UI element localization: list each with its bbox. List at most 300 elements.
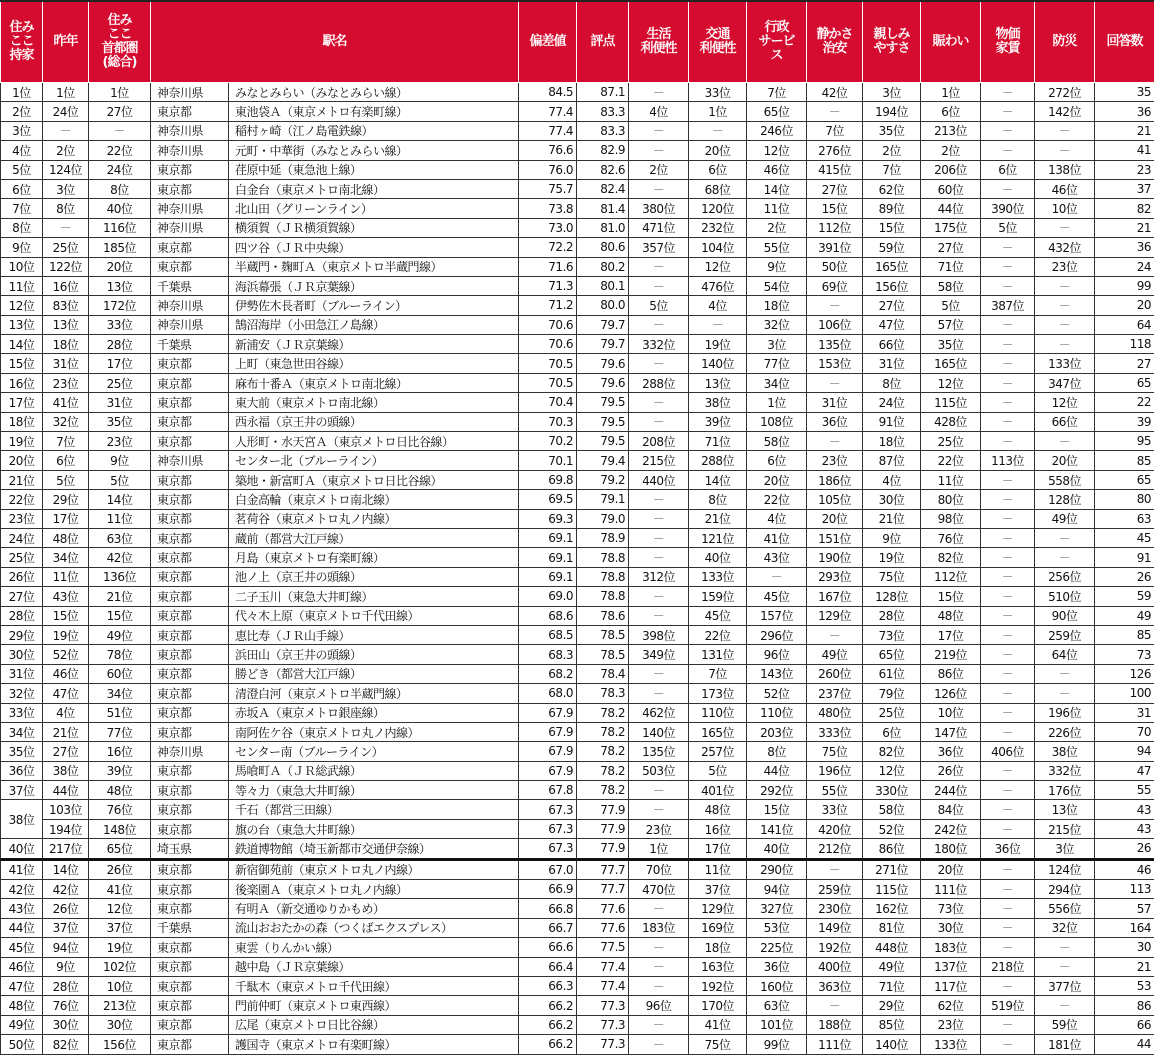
cell-prefecture: 東京都 [151, 238, 229, 257]
cell-disaster: 12位 [1035, 393, 1095, 412]
cell-responses: 113 [1095, 880, 1154, 899]
cell-prefecture: 千葉県 [151, 335, 229, 354]
cell-prefecture: 東京都 [151, 470, 229, 489]
cell-living: 288位 [629, 373, 689, 392]
cell-responses: 85 [1095, 625, 1154, 644]
cell-disaster: 294位 [1035, 880, 1095, 899]
cell-prices: － [981, 83, 1035, 102]
cell-transport: 48位 [689, 800, 747, 819]
cell-last-year: 14位 [43, 859, 89, 879]
cell-prices: － [981, 625, 1035, 644]
cell-last-year: 17位 [43, 509, 89, 528]
cell-transport: 476位 [689, 276, 747, 295]
cell-prices: － [981, 335, 1035, 354]
table-row [1, 587, 1154, 606]
cell-transport: 121位 [689, 528, 747, 547]
cell-rank-overall: 19位 [89, 938, 151, 957]
cell-lively: 73位 [921, 899, 981, 918]
cell-friendly: 75位 [863, 567, 921, 586]
cell-friendly: 27位 [863, 296, 921, 315]
cell-admin: 99位 [747, 1035, 807, 1054]
cell-transport: 5位 [689, 761, 747, 780]
cell-responses: 65 [1095, 470, 1154, 489]
cell-score: 78.4 [577, 664, 629, 683]
cell-friendly: 30位 [863, 490, 921, 509]
cell-living: － [629, 528, 689, 547]
cell-admin: 8位 [747, 742, 807, 761]
table-row [1, 1015, 1154, 1034]
cell-responses: 37 [1095, 179, 1154, 198]
cell-quiet: － [807, 373, 863, 392]
cell-rank-overall: 40位 [89, 199, 151, 218]
cell-station: 東大前（東京メトロ南北線） [229, 393, 519, 412]
header-deviation: 偏差値 [519, 1, 577, 83]
cell-lively: 126位 [921, 684, 981, 703]
cell-station: 赤坂Ａ（東京メトロ銀座線） [229, 703, 519, 722]
cell-rank-overall: 136位 [89, 567, 151, 586]
table-row [1, 742, 1154, 761]
cell-rank-overall: 116位 [89, 218, 151, 237]
cell-disaster: 46位 [1035, 179, 1095, 198]
cell-friendly: 18位 [863, 432, 921, 451]
cell-prices: － [981, 354, 1035, 373]
cell-transport: 41位 [689, 1015, 747, 1034]
cell-quiet: 276位 [807, 141, 863, 160]
cell-lively: 35位 [921, 335, 981, 354]
cell-station: 伊勢佐木長者町（ブルーライン） [229, 296, 519, 315]
cell-lively: 219位 [921, 645, 981, 664]
cell-rank-owner: 23位 [1, 509, 43, 528]
cell-quiet: 36位 [807, 412, 863, 431]
cell-transport: 133位 [689, 567, 747, 586]
cell-quiet: 33位 [807, 800, 863, 819]
cell-station: 等々力（東急大井町線） [229, 781, 519, 800]
cell-quiet: 7位 [807, 121, 863, 140]
table-row [1, 528, 1154, 547]
cell-lively: 242位 [921, 819, 981, 838]
cell-last-year: 1位 [43, 83, 89, 102]
cell-friendly: 61位 [863, 664, 921, 683]
cell-score: 77.7 [577, 880, 629, 899]
cell-transport: 159位 [689, 587, 747, 606]
cell-disaster: 32位 [1035, 918, 1095, 937]
cell-score: 78.2 [577, 761, 629, 780]
cell-living: 332位 [629, 335, 689, 354]
cell-deviation: 71.6 [519, 257, 577, 276]
cell-prefecture: 神奈川県 [151, 742, 229, 761]
cell-prefecture: 東京都 [151, 800, 229, 819]
cell-responses: 47 [1095, 761, 1154, 780]
cell-last-year: 23位 [43, 373, 89, 392]
cell-prices: － [981, 859, 1035, 879]
cell-disaster: － [1035, 296, 1095, 315]
header-lively: 賑わい [921, 1, 981, 83]
cell-disaster: 215位 [1035, 819, 1095, 838]
cell-prefecture: 東京都 [151, 957, 229, 976]
table-row [1, 645, 1154, 664]
cell-deviation: 71.2 [519, 296, 577, 315]
header-quiet: 静かさ 治安 [807, 1, 863, 83]
cell-lively: 98位 [921, 509, 981, 528]
cell-score: 79.2 [577, 470, 629, 489]
cell-quiet: 237位 [807, 684, 863, 703]
cell-living: － [629, 509, 689, 528]
cell-last-year: 82位 [43, 1035, 89, 1054]
cell-responses: 21 [1095, 957, 1154, 976]
cell-friendly: 65位 [863, 645, 921, 664]
cell-admin: 203位 [747, 722, 807, 741]
cell-station: 海浜幕張（ＪＲ京葉線） [229, 276, 519, 295]
cell-friendly: 59位 [863, 238, 921, 257]
cell-admin: 160位 [747, 976, 807, 995]
cell-prefecture: 神奈川県 [151, 121, 229, 140]
cell-prefecture: 東京都 [151, 257, 229, 276]
cell-quiet: 190位 [807, 548, 863, 567]
cell-prices: － [981, 587, 1035, 606]
cell-rank-overall: 24位 [89, 160, 151, 179]
cell-responses: 20 [1095, 296, 1154, 315]
cell-living: 215位 [629, 451, 689, 470]
cell-prefecture: 東京都 [151, 373, 229, 392]
cell-last-year: 8位 [43, 199, 89, 218]
cell-prices: 6位 [981, 160, 1035, 179]
cell-prices: － [981, 606, 1035, 625]
cell-score: 78.2 [577, 703, 629, 722]
cell-rank-owner: 10位 [1, 257, 43, 276]
cell-deviation: 73.8 [519, 199, 577, 218]
cell-prefecture: 神奈川県 [151, 199, 229, 218]
cell-station: 馬喰町Ａ（ＪＲ総武線） [229, 761, 519, 780]
cell-last-year: 27位 [43, 742, 89, 761]
cell-disaster: － [1035, 664, 1095, 683]
cell-deviation: 69.5 [519, 490, 577, 509]
cell-disaster: 377位 [1035, 976, 1095, 995]
cell-disaster: 10位 [1035, 199, 1095, 218]
cell-living: 462位 [629, 703, 689, 722]
cell-deviation: 67.3 [519, 819, 577, 838]
cell-transport: 163位 [689, 957, 747, 976]
cell-prefecture: 神奈川県 [151, 296, 229, 315]
cell-admin: 14位 [747, 179, 807, 198]
cell-rank-owner: 31位 [1, 664, 43, 683]
cell-quiet: 363位 [807, 976, 863, 995]
cell-score: 80.0 [577, 296, 629, 315]
cell-deviation: 70.4 [519, 393, 577, 412]
cell-living: － [629, 276, 689, 295]
cell-transport: 33位 [689, 83, 747, 102]
cell-prices: 5位 [981, 218, 1035, 237]
cell-lively: 10位 [921, 703, 981, 722]
cell-admin: 4位 [747, 509, 807, 528]
cell-admin: 290位 [747, 859, 807, 879]
cell-rank-owner: 16位 [1, 373, 43, 392]
cell-disaster: 558位 [1035, 470, 1095, 489]
cell-transport: 170位 [689, 996, 747, 1015]
header-prices: 物価 家賃 [981, 1, 1035, 83]
cell-admin: 52位 [747, 684, 807, 703]
cell-living: － [629, 548, 689, 567]
cell-friendly: 89位 [863, 199, 921, 218]
cell-rank-overall: 213位 [89, 996, 151, 1015]
cell-prices: － [981, 976, 1035, 995]
table-row [1, 102, 1154, 121]
cell-rank-owner: 38位 [1, 800, 43, 839]
cell-quiet: 50位 [807, 257, 863, 276]
cell-admin: 44位 [747, 761, 807, 780]
cell-prices: － [981, 470, 1035, 489]
cell-lively: 80位 [921, 490, 981, 509]
cell-friendly: 85位 [863, 1015, 921, 1034]
cell-friendly: 3位 [863, 83, 921, 102]
cell-score: 77.9 [577, 819, 629, 838]
cell-disaster: － [1035, 276, 1095, 295]
cell-admin: 6位 [747, 451, 807, 470]
cell-rank-overall: 63位 [89, 528, 151, 547]
cell-prefecture: 東京都 [151, 432, 229, 451]
cell-transport: 8位 [689, 490, 747, 509]
cell-quiet: － [807, 432, 863, 451]
cell-transport: 12位 [689, 257, 747, 276]
cell-disaster: － [1035, 121, 1095, 140]
cell-rank-owner: 20位 [1, 451, 43, 470]
cell-prices: － [981, 645, 1035, 664]
cell-last-year: 3位 [43, 179, 89, 198]
cell-prices: 406位 [981, 742, 1035, 761]
cell-rank-overall: 77位 [89, 722, 151, 741]
cell-lively: 17位 [921, 625, 981, 644]
cell-living: － [629, 957, 689, 976]
cell-last-year: 29位 [43, 490, 89, 509]
cell-quiet: 105位 [807, 490, 863, 509]
cell-rank-overall: 42位 [89, 548, 151, 567]
cell-disaster: － [1035, 528, 1095, 547]
cell-station: 白金台（東京メトロ南北線） [229, 179, 519, 198]
cell-station: 月島（東京メトロ有楽町線） [229, 548, 519, 567]
cell-transport: 165位 [689, 722, 747, 741]
cell-lively: 111位 [921, 880, 981, 899]
cell-responses: 55 [1095, 781, 1154, 800]
cell-quiet: 135位 [807, 335, 863, 354]
cell-disaster: － [1035, 315, 1095, 334]
cell-living: 5位 [629, 296, 689, 315]
cell-prices: － [981, 315, 1035, 334]
cell-rank-owner: 13位 [1, 315, 43, 334]
cell-station: センター南（ブルーライン） [229, 742, 519, 761]
cell-deviation: 66.2 [519, 996, 577, 1015]
cell-disaster: 38位 [1035, 742, 1095, 761]
cell-disaster: 13位 [1035, 800, 1095, 819]
cell-responses: 45 [1095, 528, 1154, 547]
cell-disaster: － [1035, 141, 1095, 160]
cell-admin: 12位 [747, 141, 807, 160]
cell-deviation: 70.6 [519, 335, 577, 354]
cell-rank-overall: 28位 [89, 335, 151, 354]
cell-rank-owner: 4位 [1, 141, 43, 160]
cell-friendly: 162位 [863, 899, 921, 918]
cell-responses: 27 [1095, 354, 1154, 373]
table-row [1, 238, 1154, 257]
cell-responses: 26 [1095, 567, 1154, 586]
cell-deviation: 68.6 [519, 606, 577, 625]
cell-responses: 164 [1095, 918, 1154, 937]
cell-lively: 1位 [921, 83, 981, 102]
cell-station: 鵠沼海岸（小田急江ノ島線） [229, 315, 519, 334]
cell-quiet: 129位 [807, 606, 863, 625]
cell-station: 鉄道博物館（埼玉新都市交通伊奈線） [229, 839, 519, 859]
cell-living: 1位 [629, 839, 689, 859]
cell-rank-owner: 15位 [1, 354, 43, 373]
cell-prefecture: 神奈川県 [151, 218, 229, 237]
cell-friendly: 21位 [863, 509, 921, 528]
cell-last-year: 7位 [43, 432, 89, 451]
cell-deviation: 66.2 [519, 1015, 577, 1034]
cell-rank-overall: 76位 [89, 800, 151, 819]
cell-rank-overall: 41位 [89, 880, 151, 899]
cell-lively: 57位 [921, 315, 981, 334]
cell-prefecture: 東京都 [151, 645, 229, 664]
cell-score: 78.8 [577, 548, 629, 567]
cell-admin: 3位 [747, 335, 807, 354]
cell-disaster: 226位 [1035, 722, 1095, 741]
cell-rank-overall: 26位 [89, 859, 151, 879]
cell-living: － [629, 1035, 689, 1054]
cell-lively: 165位 [921, 354, 981, 373]
cell-quiet: － [807, 996, 863, 1015]
cell-last-year: 30位 [43, 1015, 89, 1034]
cell-prefecture: 東京都 [151, 1015, 229, 1034]
cell-rank-owner: 2位 [1, 102, 43, 121]
cell-admin: 58位 [747, 432, 807, 451]
cell-lively: 244位 [921, 781, 981, 800]
cell-rank-overall: 39位 [89, 761, 151, 780]
cell-rank-overall: 25位 [89, 373, 151, 392]
cell-station: 代々木上原（東京メトロ千代田線） [229, 606, 519, 625]
table-row [1, 141, 1154, 160]
cell-score: 77.3 [577, 996, 629, 1015]
cell-rank-owner: 9位 [1, 238, 43, 257]
cell-quiet: － [807, 859, 863, 879]
table-row [1, 625, 1154, 644]
cell-quiet: 480位 [807, 703, 863, 722]
cell-station: 四ツ谷（ＪＲ中央線） [229, 238, 519, 257]
cell-last-year: 124位 [43, 160, 89, 179]
cell-rank-overall: 5位 [89, 470, 151, 489]
cell-quiet: 69位 [807, 276, 863, 295]
cell-quiet: 106位 [807, 315, 863, 334]
cell-friendly: 49位 [863, 957, 921, 976]
table-row [1, 899, 1154, 918]
cell-score: 79.5 [577, 432, 629, 451]
cell-prices: － [981, 528, 1035, 547]
cell-prices: － [981, 938, 1035, 957]
table-row [1, 567, 1154, 586]
cell-station: 東池袋Ａ（東京メトロ有楽町線） [229, 102, 519, 121]
cell-lively: 115位 [921, 393, 981, 412]
cell-rank-overall: 12位 [89, 899, 151, 918]
cell-friendly: 448位 [863, 938, 921, 957]
cell-last-year: 44位 [43, 781, 89, 800]
cell-station: 北山田（グリーンライン） [229, 199, 519, 218]
cell-lively: 137位 [921, 957, 981, 976]
cell-last-year: 2位 [43, 141, 89, 160]
cell-station: 新浦安（ＪＲ京葉線） [229, 335, 519, 354]
cell-deviation: 67.9 [519, 761, 577, 780]
cell-score: 78.9 [577, 528, 629, 547]
cell-quiet: 23位 [807, 451, 863, 470]
cell-responses: 85 [1095, 451, 1154, 470]
cell-rank-overall: 10位 [89, 976, 151, 995]
cell-rank-owner: 19位 [1, 432, 43, 451]
cell-disaster: 256位 [1035, 567, 1095, 586]
header-transport: 交通 利便性 [689, 1, 747, 83]
cell-quiet: 293位 [807, 567, 863, 586]
cell-score: 79.7 [577, 335, 629, 354]
cell-living: － [629, 938, 689, 957]
cell-quiet: 151位 [807, 528, 863, 547]
cell-rank-overall: 27位 [89, 102, 151, 121]
cell-quiet: － [807, 625, 863, 644]
cell-living: 398位 [629, 625, 689, 644]
cell-transport: 169位 [689, 918, 747, 937]
cell-friendly: 86位 [863, 839, 921, 859]
cell-rank-overall: 13位 [89, 276, 151, 295]
cell-score: 82.6 [577, 160, 629, 179]
cell-rank-owner: 22位 [1, 490, 43, 509]
cell-transport: 38位 [689, 393, 747, 412]
cell-lively: 48位 [921, 606, 981, 625]
cell-station: 東雲（りんかい線） [229, 938, 519, 957]
cell-responses: 36 [1095, 102, 1154, 121]
cell-admin: 143位 [747, 664, 807, 683]
cell-admin: 53位 [747, 918, 807, 937]
table-row [1, 761, 1154, 780]
cell-responses: 63 [1095, 509, 1154, 528]
cell-score: 83.3 [577, 102, 629, 121]
cell-prefecture: 神奈川県 [151, 141, 229, 160]
cell-rank-overall: 14位 [89, 490, 151, 509]
cell-deviation: 66.9 [519, 880, 577, 899]
cell-admin: 292位 [747, 781, 807, 800]
table-row [1, 296, 1154, 315]
table-row [1, 722, 1154, 741]
table-row [1, 781, 1154, 800]
cell-transport: 6位 [689, 160, 747, 179]
cell-disaster: － [1035, 548, 1095, 567]
cell-score: 78.2 [577, 781, 629, 800]
table-row [1, 490, 1154, 509]
cell-transport: 120位 [689, 199, 747, 218]
cell-living: － [629, 354, 689, 373]
cell-responses: 39 [1095, 412, 1154, 431]
cell-admin: 46位 [747, 160, 807, 179]
cell-transport: 7位 [689, 664, 747, 683]
cell-living: － [629, 315, 689, 334]
cell-station: 築地・新富町Ａ（東京メトロ日比谷線） [229, 470, 519, 489]
cell-rank-owner: 3位 [1, 121, 43, 140]
cell-prefecture: 神奈川県 [151, 315, 229, 334]
table-row [1, 606, 1154, 625]
cell-friendly: 4位 [863, 470, 921, 489]
cell-deviation: 70.5 [519, 373, 577, 392]
cell-deviation: 66.8 [519, 899, 577, 918]
table-row [1, 839, 1154, 859]
cell-admin: 20位 [747, 470, 807, 489]
cell-disaster: 138位 [1035, 160, 1095, 179]
cell-rank-owner: 36位 [1, 761, 43, 780]
cell-disaster: － [1035, 432, 1095, 451]
cell-deviation: 67.0 [519, 859, 577, 879]
cell-rank-owner: 1位 [1, 83, 43, 102]
